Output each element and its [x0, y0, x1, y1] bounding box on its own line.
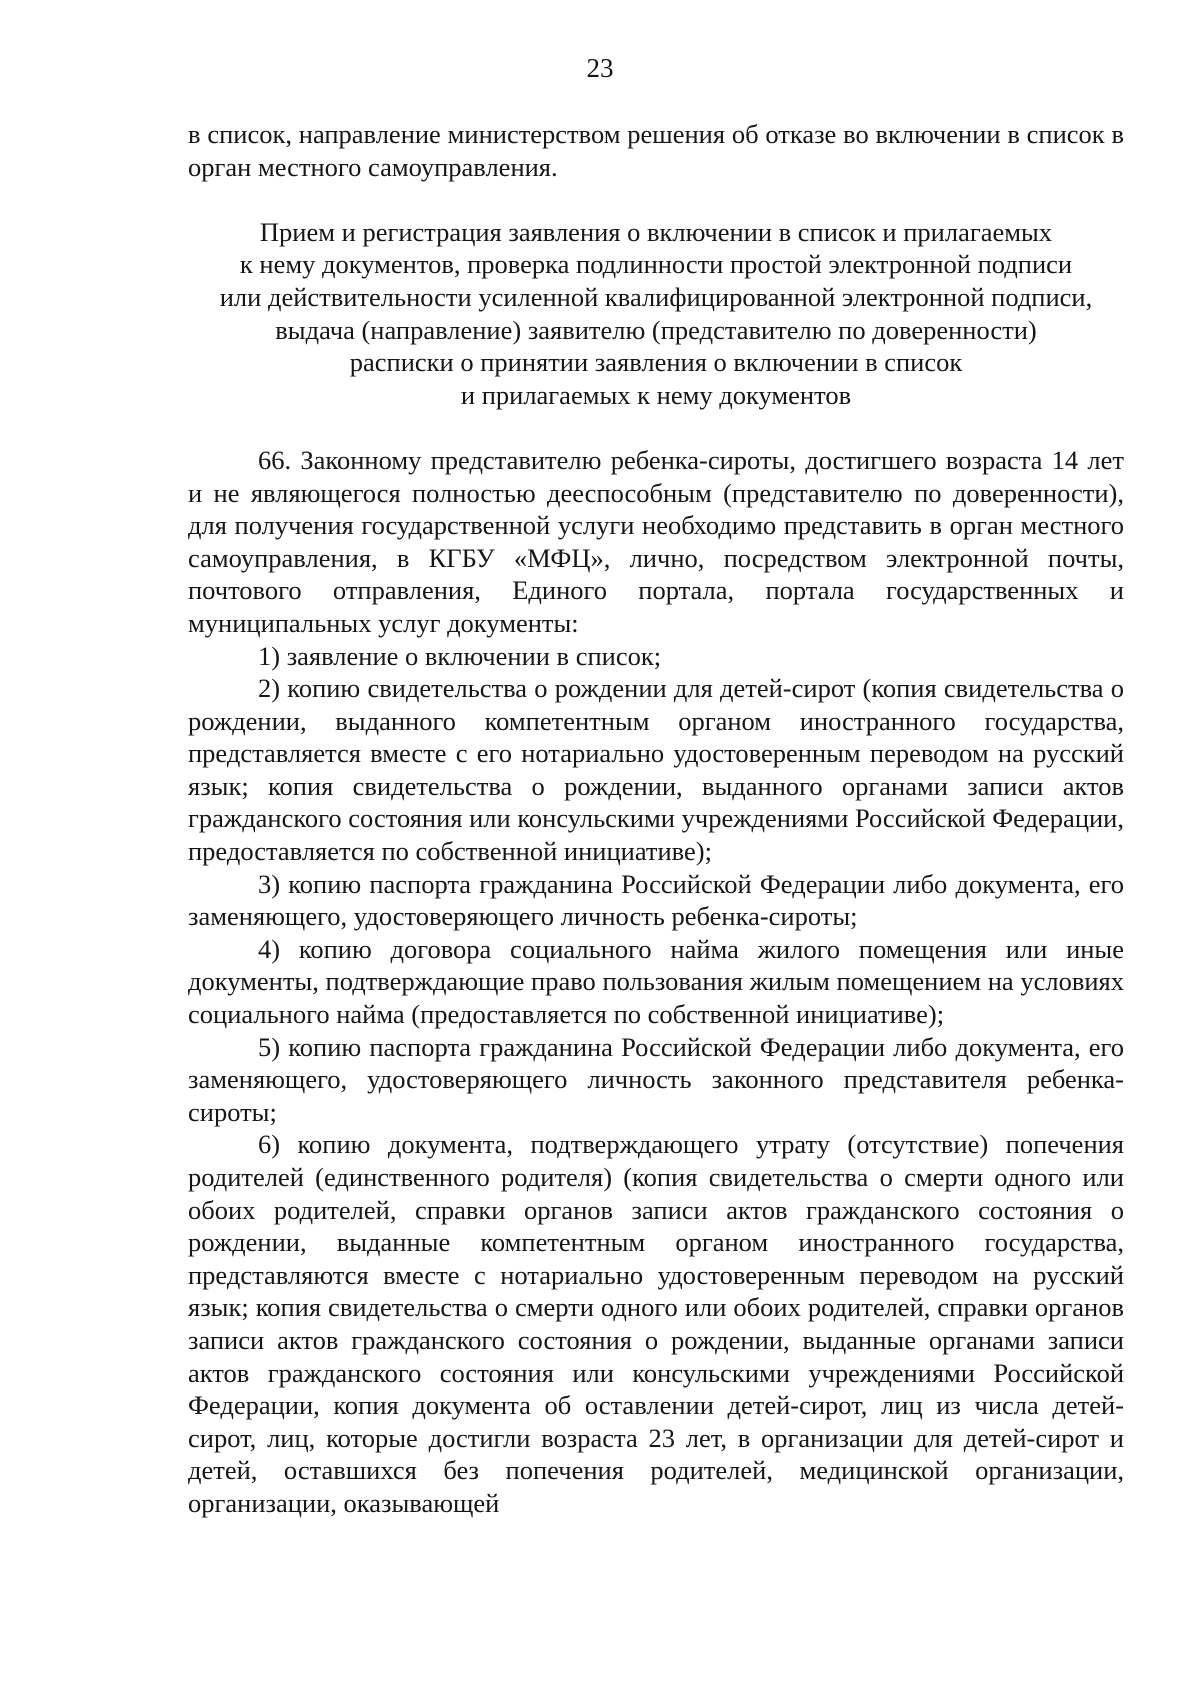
paragraph-66: 66. Законному представителю ребенка-сироты, достигшего возраста 14 лет и не являющегося полностью дееспособным (представителю по доверенности), для получения государственной услуги необходимо представить в орган местного самоуправления, в КГБУ «МФЦ», лично, посредством электронной почты, почтового отправления, Единого портала, портала государственных и муниципальных услуг документы:	[188, 444, 1124, 638]
heading-line: к нему документов, проверка подлинности простой электронной подписи	[239, 249, 1073, 280]
list-item-3: 3) копию паспорта гражданина Российской Федерации либо документа, его заменяющего, удостоверяющего личность ребенка-сироты;	[188, 868, 1124, 932]
section-heading	[188, 216, 1124, 412]
heading-line: выдача (направление) заявителю (представителю по доверенности)	[275, 314, 1037, 345]
list-item-1: 1) заявление о включении в список;	[258, 640, 662, 671]
list-item-2: 2) копию свидетельства о рождении для детей-сирот (копия свидетельства о рождении, выданного компетентным органом иностранного государства, представляется вместе с его нотариально удостоверенным переводом на русский язык; копия свидетельства о рождении, выданного органами записи актов гражданского состояния или консульскими учреждениями Российской Федерации, предоставляется по собственной инициативе);	[188, 673, 1124, 867]
heading-line: и прилагаемых к нему документов	[460, 379, 852, 410]
document-body	[188, 118, 1124, 1520]
heading-line: Прием и регистрация заявления о включении в список и прилагаемых	[259, 216, 1053, 247]
list-item-6: 6) копию документа, подтверждающего утрату (отсутствие) попечения родителей (единственного родителя) (копия свидетельства о смерти одного или обоих родителей, справки органов записи актов гражданского состояния о рождении, выданные компетентным органом иностранного государства, представляются вместе с нотариально удостоверенным переводом на русский язык; копия свидетельства о смерти одного или обоих родителей, справки органов записи актов гражданского состояния о рождении, выданные органами записи актов гражданского состояния или консульскими учреждениями Российской Федерации, копия документа об оставлении детей-сирот, лиц из числа детей-сирот, лиц, которые достигли возраста 23 лет, в организации для детей-сирот и детей, оставшихся без попечения родителей, медицинской организации, организации, оказывающей	[188, 1129, 1124, 1518]
list-item-4: 4) копию договора социального найма жилого помещения или иные документы, подтверждающие право пользования жилым помещением на условиях социального найма (предоставляется по собственной инициативе);	[188, 933, 1124, 1030]
heading-line: расписки о принятии заявления о включении в список	[349, 347, 963, 378]
list-item-5: 5) копию паспорта гражданина Российской Федерации либо документа, его заменяющего, удостоверяющего личность законного представителя ребенка-сироты;	[188, 1031, 1124, 1127]
intro-paragraph: в список, направление министерством решения об отказе во включении в список в орган местного самоуправления.	[188, 119, 1124, 182]
heading-line: или действительности усиленной квалифицированной электронной подписи,	[219, 281, 1093, 312]
page-number: 23	[586, 53, 614, 83]
